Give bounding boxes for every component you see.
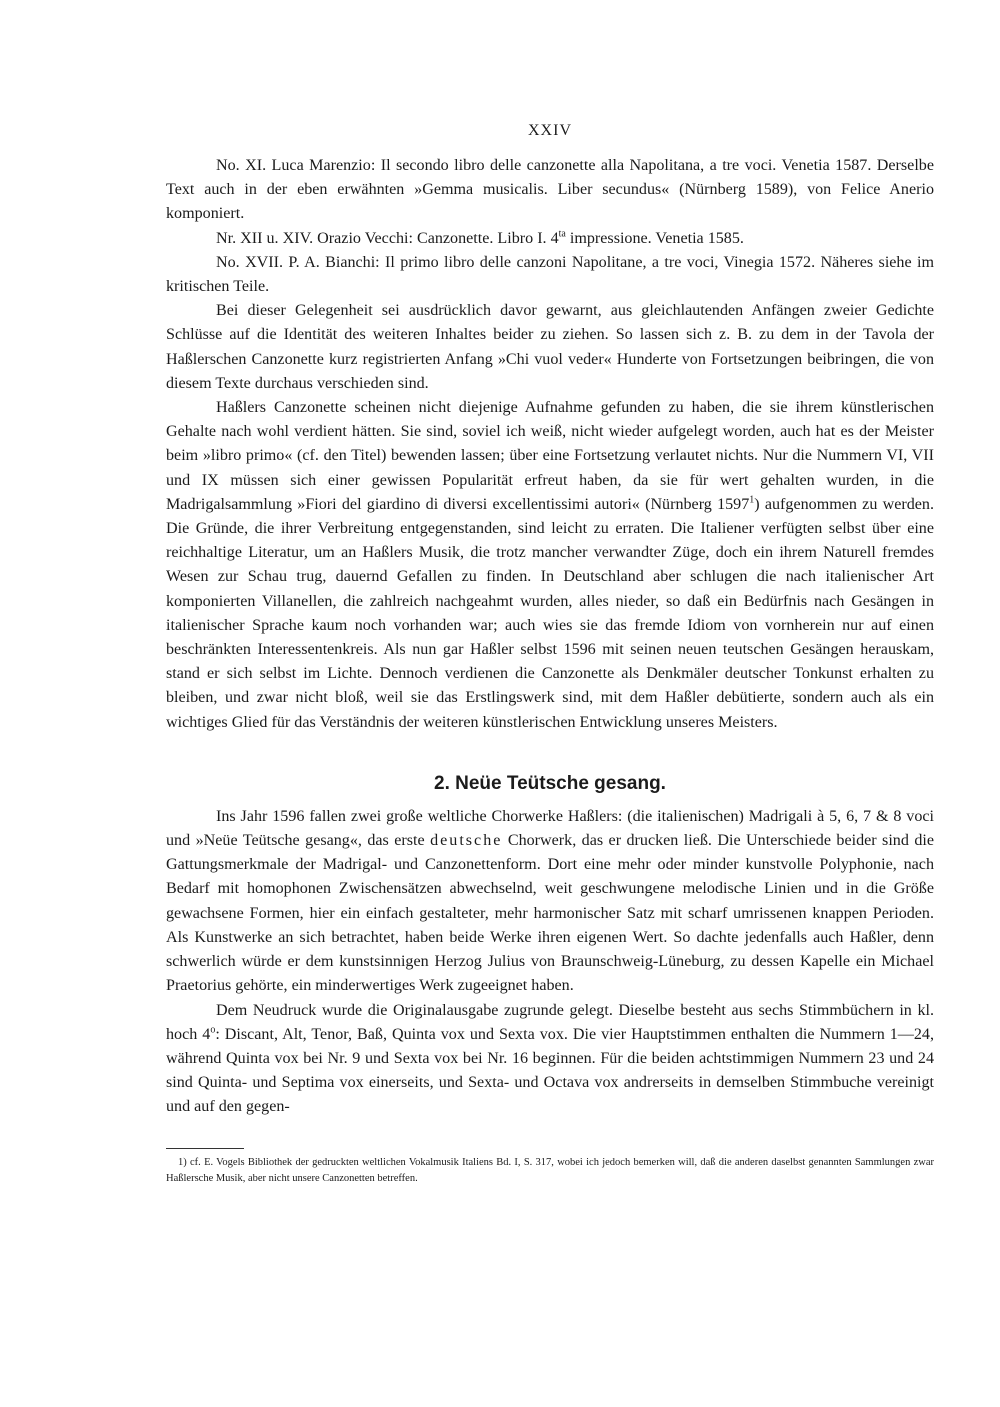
section-heading: 2. Neüe Teütsche gesang. [434,772,666,794]
spaced-emphasis: deutsche [430,832,503,850]
superscript: o [210,1024,216,1036]
paragraph-nr-xii-xiv [166,227,934,251]
text-run: ) aufgenommen zu werden. Die Gründe, die ihrer Verbreitung entgegenstanden, sind leicht zu erraten. Die Italiener verfügten selbst über eine reichhaltige Literatur, um an Haßlers Musik, die trotz mancher verwandter Züge, doch ein ihrem Naturell fremdes Wesen zur Schau trug, dauernd Gefallen zu finden. In Deutschland aber schlugen die nach italienischer Art komponierten Villanellen, die zahlreich nachgeahmt wurden, alles nieder, so daß ein Bedürfnis nach Gesängen in italienischer Sprache kaum noch vorhanden war; auch wies sie das fremde Idiom von vornherein nur auf einen beschränkten Interessentenkreis. Als nun gar Haßler selbst 1596 mit seinen neuen teutschen Gesängen herauskam, stand er sich selbst im Lichte. Dennoch verdienen die Canzonette als Denkmäler deutscher Tonkunst erhalten zu bleiben, und zwar nicht bloß, weil sie das Erstlingswerk sind, mit dem Haßler debütierte, sondern auch als ein wichtiges Glied für das Verständnis der weiteren künstlerischen Entwicklung unseres Meisters. [166,495,934,731]
footnote: 1) cf. E. Vogels Bibliothek der gedruckten weltlichen Vokalmusik Italiens Bd. I, S. 317, wobei ich jedoch bemerken will, daß die anderen daselbst genannten Sammlungen zwar Haßlersche Musik, aber nicht unsere Canzonetten betreffen. [166,1156,934,1184]
page-number: XXIV [528,122,572,139]
text-run: Chorwerk, das er drucken ließ. Die Unterschiede beider sind die Gattungsmerkmale der Madrigal- und Canzonettenform. Dort eine mehr oder minder kunstvolle Polyphonie, nach Bedarf mit homophonen Zwischensätzen abwechselnd, weit geschwungene melodische Linien und in die Größe gewachsene Formen, hier ein einfach gestalteter, mehr harmonischer Satz mit scharf umrissenen knappen Perioden. Als Kunstwerke an sich betrachtet, haben beide Werke ihren eigenen Wert. So dachte jedenfalls auch Haßler, denn schwerlich würde er dem kunstsinnigen Herzog Julius von Braunschweig-Lüneburg, zu dessen Kapelle ein Michael Praetorius gehörte, ein minderwertiges Werk zugeeignet haben. [166,832,934,995]
footnote-divider [166,1148,244,1149]
text-run: impressione. Venetia 1585. [565,229,744,247]
paragraph-chorwerke [166,805,934,999]
paragraph-neudruck [166,999,934,1120]
superscript: ta [558,228,566,240]
text-run: Haßlers Canzonette scheinen nicht diejenige Aufnahme gefunden zu haben, die sie ihrem künstlerischen Gehalte nach wohl verdient hätten. Sie sind, soviel ich weiß, nicht wieder aufgelegt worden, auch hat es der Meister beim »libro primo« (cf. den Titel) bewenden lassen; über eine Fortsetzung verlautet nichts. Nur die Nummern VI, VII und IX müssen sich einer gewissen Popularität erfreut haben, da sie für wert gehalten wurden, in die Madrigalsammlung »Fiori del giardino di diversi excellentissimi autori« (Nürnberg 1597 [166,399,934,513]
text-run: Ins Jahr 1596 fallen zwei große weltliche Chorwerke Haßlers: (die italienischen) Madrigali à 5, 6, 7 & 8 voci und »Neüe Teütsche gesang«, das erste [166,807,934,850]
paragraph-canzonette [166,396,934,735]
paragraph-no-xvii: No. XVII. P. A. Bianchi: Il primo libro delle canzoni Napolitane, a tre voci, Vinegia 1572. Näheres siehe im kritischen Teile. [166,253,934,296]
text-run: : Discant, Alt, Tenor, Baß, Quinta vox und Sexta vox. Die vier Hauptstimmen enthalten die Nummern 1—24, während Quinta vox bei Nr. 9 und Sexta vox bei Nr. 16 beginnen. Für die beiden achtstimmigen Nummern 23 und 24 sind Quinta- und Septima vox einerseits, und Sexta- und Octava vox andrerseits in demselben Stimmbuche vereinigt und auf den gegen- [166,1025,934,1116]
paragraph-warning: Bei dieser Gelegenheit sei ausdrücklich davor gewarnt, aus gleichlautenden Anfängen zweier Gedichte Schlüsse auf die Identität des weiteren Inhaltes beider zu ziehen. So lassen sich z. B. zu dem in der Tavola der Haßlerschen Canzonette kurz registrierten Anfang »Chi vuol veder« Hunderte von Fortsetzungen beibringen, die von diesem Texte durchaus verschieden sind. [166,302,934,392]
text-run: Dem Neudruck wurde die Originalausgabe zugrunde gelegt. Dieselbe besteht aus sechs Stimmbüchern in kl. hoch 4 [166,1001,934,1043]
paragraph-no-xi: No. XI. Luca Marenzio: Il secondo libro delle canzonette alla Napolitana, a tre voci. Venetia 1587. Derselbe Text auch in der eben erwähnten »Gemma musicalis. Liber secundus« (Nürnberg 1589), von Felice Anerio komponiert. [166,157,934,223]
document-page [166,122,934,1187]
footnote-marker: 1 [749,494,755,506]
text-run: Nr. XII u. XIV. Orazio Vecchi: Canzonette. Libro I. 4 [216,229,559,247]
